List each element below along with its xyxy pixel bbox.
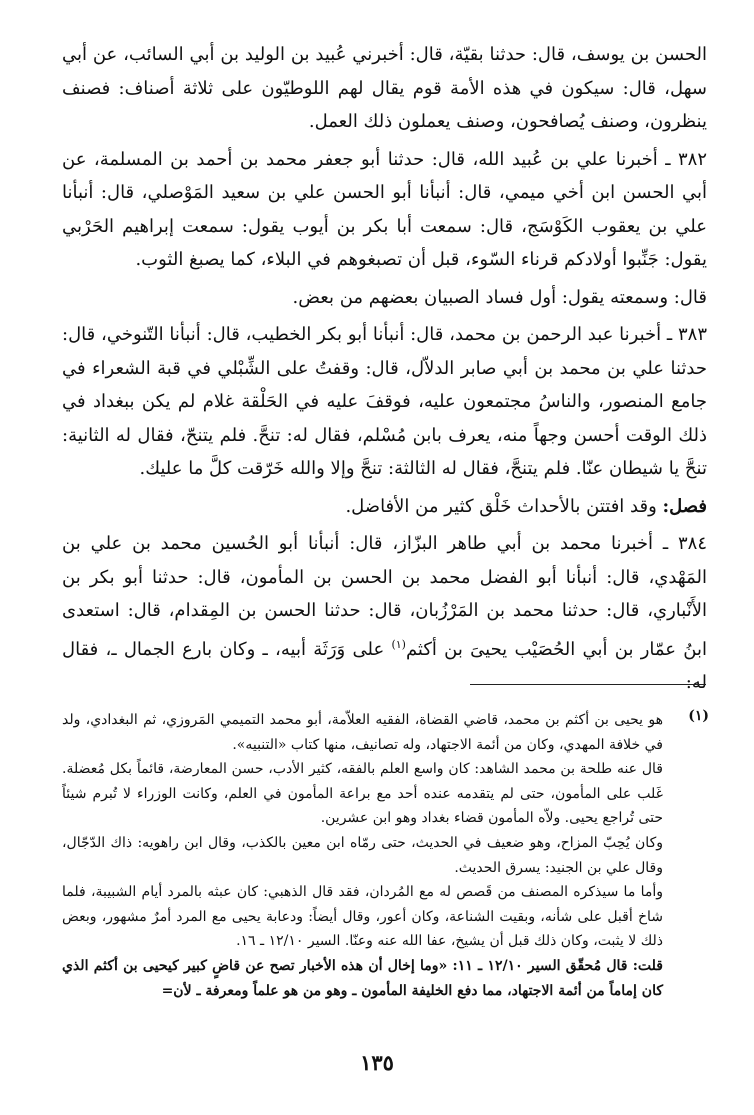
- footnote-line: هو يحيى بن أكثم بن محمد، قاضي القضاة، الفقيه العلاّمة، أبو محمد التميمي المَروزي، ثم البغدادي، ولد في خلافة المهدي، وكان من أئمة الاجتهاد، وله تصانيف، منها كتاب «التنبيه».: [62, 712, 663, 753]
- paragraph-383: ٣٨٣ ـ أخبرنا عبد الرحمن بن محمد، قال: أنبأنا أبو بكر الخطيب، قال: أنبأنا التّنوخي، قال: حدثنا علي بن محمد بن أبي صابر الدلاّل، قال: وقفتُ على الشِّبْلي في قبة الشعراء في جامع المنصور، والناسُ مجتمعون عليه، فوقفَ عليه في الحَلْقة غلام لم يكن ببغداد في ذلك الوقت أحسن وجهاً منه، يعرف بابن مُسْلم، فقال له: تنحَّ. فلم يتنحّ، فقال له الثانية: تنحَّ يا شيطان عنّا. فلم يتنحَّ، فقال له الثالثة: تنحَّ وإلا والله خَرّقت كلَّ ما عليك.: [62, 324, 708, 479]
- paragraph-382: ٣٨٢ ـ أخبرنا علي بن عُبيد الله، قال: حدثنا أبو جعفر محمد بن أحمد بن المسلمة، عن أبي الحسن ابن أخي ميمي، قال: أنبأنا أبو الحسن علي بن سعيد المَوْصلي، قال: أنبأنا علي بن يعقوب الكَوْسَج، قال: سمعت أبا بكر بن أيوب يقول: سمعت إبراهيم الحَرْبي يقول: جَنِّبوا أولادكم قرناء السّوء، قبل أن تصبغوهم في البلاء، كما يصبغ الثوب.: [62, 148, 707, 270]
- footnote-line: قال عنه طلحة بن محمد الشاهد: كان واسع العلم بالفقه، كثير الأدب، حسن المعارضة، قائماً بكل مُعضلة. غَلب على المأمون، حتى لم يتقدمه عنده أحد مع براعة المأمون في العلم، وكانت الوزراء لا تُبرم شيئاً حتى تُراجع يحيى. ولاّه المأمون قضاء بغداد وهو ابن عشرين.: [62, 761, 663, 827]
- fasl-lead: فصل:: [662, 495, 707, 517]
- paragraph-384: [62, 527, 707, 700]
- footnote-line: وكان يُحِبّ المزاح، وهو ضعيف في الحديث، حتى رمّاه ابن معين بالكذب، وقال ابن راهويه: ذاك الدّجّال، وقال علي بن الجنيد: يسرق الحديث.: [62, 834, 663, 876]
- footnote-line: وأما ما سيذكره المصنف من قَصص له مع المُردان، فقد قال الذهبي: كان عبثه بالمرد أيام الشبيبة، فلما شاخ أقبل على شأنه، وبقيت الشناعة، وكان أعور، وقال أيضاً: ودعابة يحيى مع المرد أمرٌ مشهور، وبعض ذلك لا يثبت، وكان ذلك قبل أن يشيخ، عفا الله عنه وعنّا. السير ١٢/١٠ ـ ١٦.: [62, 884, 663, 950]
- main-text: [62, 38, 707, 704]
- fasl-paragraph: [62, 490, 707, 524]
- page-number: ١٣٥: [360, 1050, 394, 1075]
- paragraph-381: الحسن بن يوسف، قال: حدثنا بقيّة، قال: أخبرني عُبيد بن الوليد بن أبي السائب، عن أبي سهل، قال: سيكون في هذه الأمة قوم يقال لهم اللوطيّون على ثلاثة أصناف: فصنف ينظرون، وصنف يُصافحون، وصنف يعملون ذلك العمل.: [62, 44, 707, 132]
- footnote-marker: (١): [688, 708, 709, 724]
- paragraph-382-note: قال: وسمعته يقول: أول فساد الصبيان بعضهم من بعض.: [292, 286, 707, 308]
- footnote-divider: [470, 684, 706, 685]
- fasl-text: وقد افتتن بالأحداث خَلْق كثير من الأفاضل.: [345, 495, 663, 517]
- footnote: [62, 708, 707, 1003]
- footnote-last-line: قلت: قال مُحقّق السير ١٢/١٠ ـ ١١: «وما إخال أن هذه الأخبار تصح عن قاضٍ كبير كيحيى بن أكثم الذي كان إماماً من أئمة الاجتهاد، مما دفع الخليفة المأمون ـ وهو من هو علماً ومعرفة ـ لأن=: [62, 957, 663, 999]
- paragraph-384-end: على وَرَثَة أبيه، ـ وكان بارع الجمال ـ، فقال له:: [62, 638, 707, 693]
- footnote-reference[interactable]: (١): [391, 637, 406, 651]
- paragraph-384-start: ٣٨٤ ـ أخبرنا محمد بن أبي طاهر البزّاز، قال: أنبأنا أبو الحُسين محمد بن علي بن المَهْدي، قال: أنبأنا أبو الفضل محمد بن الحسن بن المأمون، قال: حدثنا أبو بكر بن الأَنْباري، قال: حدثنا محمد بن المَرْزُبان، قال: حدثنا الحسن بن المِقدام، قال: استعدى ابنُ عمّار بن أبي الحُصَيْب يحيىَ بن أكثم: [62, 533, 707, 660]
- footnote-body: [62, 708, 663, 1003]
